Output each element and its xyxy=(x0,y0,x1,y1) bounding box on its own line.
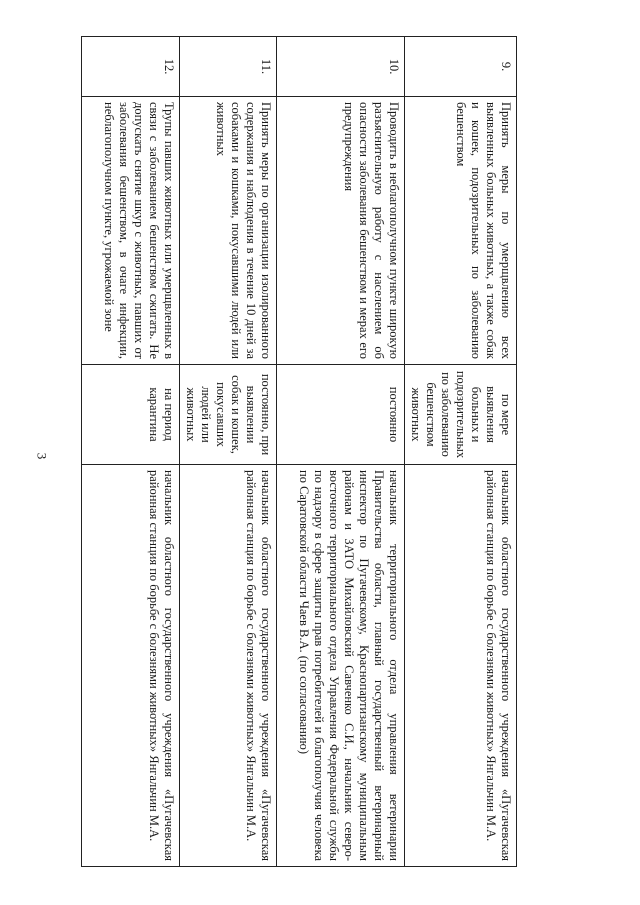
rotated-table-container xyxy=(92,36,517,866)
deadline-text: постоянно, при выявлении собак и кошек, покусавших людей или животных xyxy=(180,365,277,465)
responsible-text: начальник областного государственного учреждения «Пугачевская районная станция по борьбе с болезнями животных» Янгальчин М.А. xyxy=(82,465,180,867)
deadline-text: на период карантина xyxy=(82,365,180,465)
row-number: 9. xyxy=(405,37,517,97)
responsible-text: начальник территориального отдела управления ветеринарии Правительства области, главный государственный ветеринарный инспектор по Пугачевскому, Краснопартизанскому муниципальным районам и ЗАТО Михайловский Савченко С.И., начальник северо-восточного территориального отдела Управления Федеральной службы по надзору в сфере защиты прав потребителей и благополучия человека по Саратовской области Чаев В.А. (по согласованию) xyxy=(277,465,405,867)
measure-text: Принять меры по организации изолированного содержания и наблюдения в течение 10 дней за собаками и кошками, покусавшими людей или животных xyxy=(180,97,277,365)
deadline-text: по мере выявления больных и подозрительных по заболеванию бешенством животных xyxy=(405,365,517,465)
measure-text: Трупы павших животных или умерщвленных в связи с заболеванием бешенством сжигать. Не допускать снятие шкур с животных, павших от заболевания бешенством, в очаге инфекции, неблагополучном пункте, угрожаемой зоне xyxy=(82,97,180,365)
table-row xyxy=(277,37,405,867)
table-row xyxy=(405,37,517,867)
row-number: 10. xyxy=(277,37,405,97)
table-row xyxy=(82,37,180,867)
responsible-text: начальник областного государственного учреждения «Пугачевская районная станция по борьбе с болезнями животных» Янгальчин М.А. xyxy=(180,465,277,867)
deadline-text: постоянно xyxy=(277,365,405,465)
measures-table xyxy=(81,36,517,867)
responsible-text: начальник областного государственного учреждения «Пугачевская районная станция по борьбе с болезнями животных» Янгальчин М.А. xyxy=(405,465,517,867)
page-number: 3 xyxy=(34,452,50,460)
table-row xyxy=(180,37,277,867)
row-number: 11. xyxy=(180,37,277,97)
measure-text: Принять меры по умерщвлению всех выявленных больных животных, а также собак и кошек, подозрительных по заболеванию бешенством xyxy=(405,97,517,365)
row-number: 12. xyxy=(82,37,180,97)
measure-text: Проводить в неблагополучном пункте широкую разъяснительную работу с населением об опасности заболевания бешенством и мерах его предупреждения xyxy=(277,97,405,365)
